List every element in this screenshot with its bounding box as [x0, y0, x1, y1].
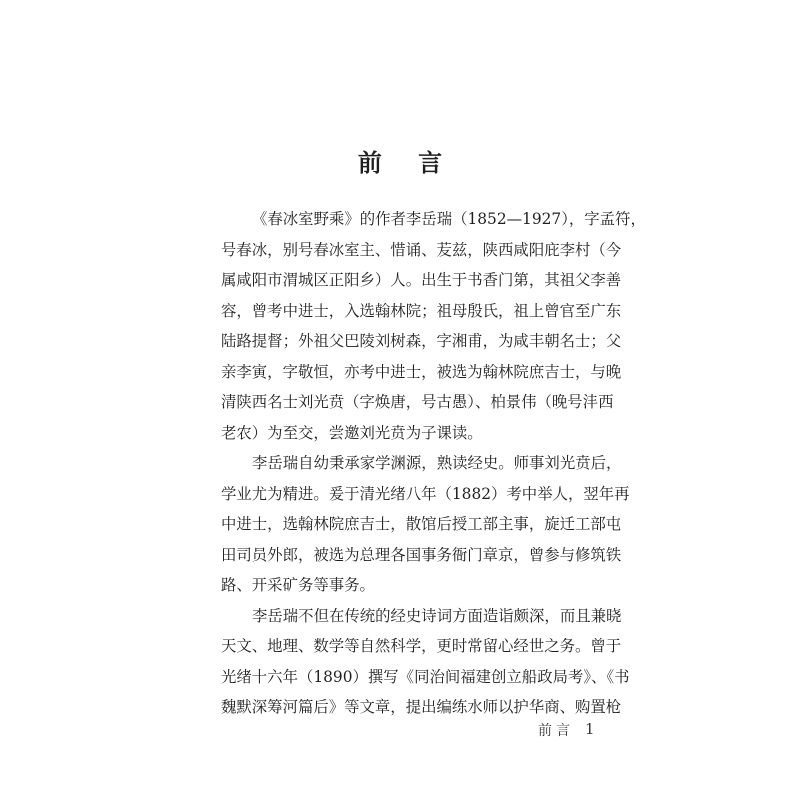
- text-line: 号春冰，别号春冰室主、惜诵、苃兹，陕西咸阳庇李村（今: [221, 240, 622, 259]
- text-line: 光绪十六年（1890）撰写《同治间福建创立船政局考》、《书: [221, 667, 630, 686]
- text-line: 田司员外郎，被选为总理各国事务衙门章京，曾参与修筑铁: [221, 545, 622, 564]
- text-line: 亲李寅，字敬恒，亦考中进士，被选为翰林院庶吉士，与晚: [221, 362, 622, 381]
- text-line: 魏默深筹河篇后》等文章，提出编练水师以护华商、购置枪: [221, 698, 622, 716]
- paragraph-3: [221, 601, 630, 723]
- text-line: 容，曾考中进士，入选翰林院；祖母殷氏，祖上曾官至广东: [221, 301, 622, 320]
- text-line: 属咸阳市渭城区正阳乡）人。出生于书香门第，其祖父李善: [221, 271, 622, 289]
- text-line: 清陕西名士刘光贲（字焕唐，号古愚）、柏景伟（晚号沣西: [221, 393, 614, 411]
- body-text: [221, 204, 646, 723]
- page-footer: [0, 720, 800, 744]
- text-line: 《春冰室野乘》的作者李岳瑞（1852—1927），字孟符，: [252, 210, 646, 228]
- running-title: 前言: [538, 723, 574, 739]
- text-line: 陆路提督；外祖父巴陵刘树森，字湘甫，为咸丰朝名士；父: [221, 332, 622, 350]
- text-line: 天文、地理、数学等自然科学，更时常留心经世之务。曾于: [221, 637, 622, 655]
- paragraph-1: [221, 204, 646, 448]
- text-line: 学业尤为精进。爰于清光绪八年（1882）考中举人，翌年再: [221, 484, 630, 503]
- text-line: 中进士，选翰林院庶吉士，散馆后授工部主事，旋迁工部屯: [221, 515, 622, 533]
- text-line: 老农）为至交，尝邀刘光贲为子课读。: [221, 423, 483, 442]
- chapter-title: 前 言: [357, 148, 457, 177]
- page-number: 1: [585, 720, 595, 738]
- text-line: 李岳瑞不但在传统的经史诗词方面造诣颇深，而且兼晓: [252, 606, 622, 625]
- text-line: 路、开采矿务等事务。: [221, 576, 375, 594]
- paragraph-2: [221, 448, 630, 601]
- text-line: 李岳瑞自幼秉承家学渊源，熟读经史。师事刘光贲后，: [252, 454, 622, 472]
